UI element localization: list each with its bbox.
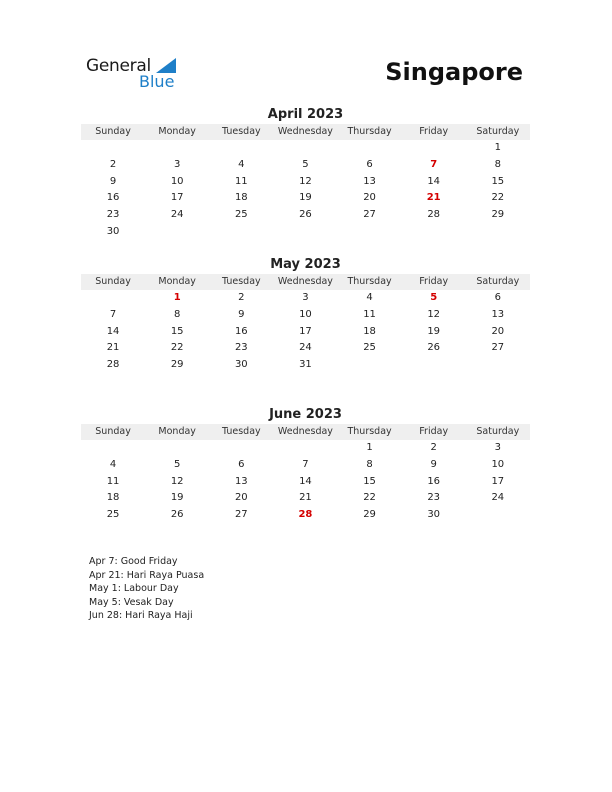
- day-cell: 2: [238, 292, 245, 303]
- day-cell: 8: [494, 158, 501, 170]
- weekday-label: Wednesday: [277, 126, 333, 137]
- day-cell: 18: [234, 192, 248, 204]
- day-cell: 9: [238, 308, 245, 320]
- day-cell: 23: [427, 492, 441, 504]
- day-cell: 14: [427, 175, 441, 187]
- day-cell: 19: [299, 192, 312, 204]
- weekday-label: Friday: [419, 426, 449, 437]
- day-cell: 24: [491, 492, 505, 504]
- day-cell: 24: [170, 209, 184, 221]
- weekday-label: Saturday: [476, 126, 520, 137]
- day-cell: 13: [363, 175, 376, 187]
- day-cell: 20: [363, 192, 376, 204]
- day-cell: 15: [363, 475, 376, 487]
- day-cell: 15: [170, 325, 184, 337]
- holiday-day-cell: 21: [426, 192, 441, 204]
- day-cell: 13: [234, 475, 248, 487]
- month-april: [81, 106, 530, 241]
- day-cell: 10: [491, 458, 505, 470]
- holiday-day-cell: 1: [173, 292, 181, 303]
- day-cell: 21: [106, 342, 120, 354]
- weekday-label: Saturday: [476, 276, 520, 287]
- day-cell: 3: [494, 442, 501, 453]
- empty-day-cell: [273, 140, 337, 157]
- day-cell: 3: [174, 158, 181, 170]
- weekday-label: Thursday: [347, 276, 392, 287]
- day-cell: 11: [106, 475, 120, 487]
- empty-day-cell: [402, 140, 466, 157]
- day-cell: 27: [491, 342, 505, 354]
- weekday-label: Sunday: [95, 426, 131, 437]
- day-cell: 24: [299, 342, 312, 354]
- logo: [86, 56, 196, 92]
- day-cell: 25: [234, 209, 248, 221]
- day-cell: 7: [109, 308, 117, 320]
- day-cell: 31: [299, 359, 312, 371]
- empty-day-cell: [81, 140, 145, 157]
- empty-day-cell: [145, 140, 209, 157]
- day-cell: 28: [106, 359, 120, 371]
- day-cell: 19: [427, 325, 441, 337]
- day-cell: 6: [494, 292, 501, 303]
- day-cell: 6: [238, 458, 245, 470]
- day-cell: 30: [234, 359, 248, 371]
- day-cell: 9: [109, 175, 117, 187]
- day-cell: 22: [363, 492, 376, 504]
- logo-blue-text: Blue: [139, 72, 175, 91]
- empty-day-cell: [273, 440, 337, 457]
- day-cell: 6: [366, 158, 373, 170]
- country-title: Singapore: [385, 58, 523, 86]
- day-cell: 23: [106, 209, 120, 221]
- weekday-label: Tuesday: [221, 426, 261, 437]
- day-cell: 10: [170, 175, 184, 187]
- day-cell: 14: [106, 325, 120, 337]
- weekday-label: Friday: [419, 126, 449, 137]
- day-cell: 12: [427, 308, 441, 320]
- month-title: May 2023: [270, 257, 341, 272]
- month-title: April 2023: [267, 107, 344, 122]
- day-grid: [81, 290, 530, 374]
- day-grid: [81, 440, 530, 524]
- holiday-item: Apr 7: Good Friday: [89, 556, 178, 567]
- weekday-label: Thursday: [347, 126, 392, 137]
- day-cell: 18: [363, 325, 376, 337]
- day-cell: 16: [106, 192, 120, 204]
- month-title: June 2023: [269, 407, 342, 422]
- weekday-label: Sunday: [95, 126, 131, 137]
- day-cell: 27: [363, 209, 376, 221]
- empty-day-cell: [209, 140, 273, 157]
- day-cell: 1: [494, 142, 501, 153]
- empty-day-cell: [145, 440, 209, 457]
- month-june: [81, 406, 530, 524]
- day-cell: 25: [106, 509, 120, 521]
- logo-triangle-icon: [156, 58, 176, 73]
- weekday-label: Tuesday: [221, 126, 261, 137]
- day-cell: 29: [491, 209, 505, 221]
- day-cell: 22: [170, 342, 184, 354]
- day-cell: 26: [170, 509, 184, 521]
- day-cell: 16: [427, 475, 441, 487]
- logo-general-text: General: [86, 56, 151, 76]
- day-cell: 16: [234, 325, 248, 337]
- month-may: [81, 256, 530, 374]
- day-cell: 8: [366, 458, 373, 470]
- day-cell: 28: [427, 209, 441, 221]
- day-cell: 5: [174, 458, 181, 470]
- day-cell: 17: [491, 475, 505, 487]
- day-cell: 26: [427, 342, 441, 354]
- day-cell: 1: [366, 442, 373, 453]
- day-cell: 26: [299, 209, 312, 221]
- weekday-label: Monday: [158, 276, 196, 287]
- weekday-label: Monday: [158, 426, 196, 437]
- day-cell: 19: [170, 492, 184, 504]
- day-cell: 2: [430, 442, 437, 453]
- day-cell: 12: [170, 475, 184, 487]
- day-cell: 29: [170, 359, 184, 371]
- weekday-label: Saturday: [476, 426, 520, 437]
- holiday-day-cell: 5: [430, 292, 438, 303]
- day-cell: 27: [234, 509, 248, 521]
- empty-day-cell: [81, 440, 145, 457]
- day-cell: 17: [170, 192, 184, 204]
- day-cell: 22: [491, 192, 505, 204]
- day-cell: 4: [238, 158, 245, 170]
- day-cell: 18: [106, 492, 120, 504]
- empty-day-cell: [338, 140, 402, 157]
- empty-day-cell: [81, 290, 145, 307]
- holiday-item: Apr 21: Hari Raya Puasa: [89, 569, 205, 581]
- weekday-label: Thursday: [347, 426, 392, 437]
- day-cell: 17: [299, 325, 312, 337]
- day-cell: 4: [109, 458, 117, 470]
- day-cell: 20: [491, 325, 505, 337]
- empty-day-cell: [209, 440, 273, 457]
- weekday-label: Friday: [419, 276, 449, 287]
- day-cell: 4: [366, 292, 373, 303]
- holiday-list: [89, 555, 204, 623]
- weekday-label: Wednesday: [277, 276, 333, 287]
- day-cell: 10: [299, 308, 312, 320]
- day-cell: 20: [234, 492, 248, 504]
- day-cell: 21: [299, 492, 312, 504]
- day-cell: 3: [302, 292, 309, 303]
- day-cell: 23: [234, 342, 248, 354]
- day-cell: 5: [302, 158, 309, 170]
- day-cell: 7: [302, 458, 309, 470]
- day-cell: 30: [427, 509, 441, 521]
- holiday-day-cell: 7: [430, 158, 438, 170]
- holiday-item: May 1: Labour Day: [89, 583, 179, 595]
- weekday-header: [81, 124, 530, 140]
- weekday-label: Wednesday: [277, 426, 333, 437]
- weekday-label: Tuesday: [221, 276, 261, 287]
- holiday-day-cell: 28: [298, 509, 313, 521]
- day-cell: 9: [430, 458, 437, 470]
- holiday-item: Jun 28: Hari Raya Haji: [89, 610, 193, 622]
- day-grid: [81, 140, 530, 241]
- day-cell: 11: [363, 308, 376, 320]
- holiday-item: May 5: Vesak Day: [89, 596, 174, 608]
- day-cell: 30: [106, 225, 120, 237]
- day-cell: 2: [109, 158, 117, 170]
- weekday-header: [81, 424, 530, 440]
- weekday-header: [81, 274, 530, 290]
- day-cell: 29: [363, 509, 376, 521]
- day-cell: 11: [234, 175, 248, 187]
- day-cell: 13: [491, 308, 505, 320]
- weekday-label: Sunday: [95, 276, 131, 287]
- day-cell: 8: [174, 308, 181, 320]
- day-cell: 25: [363, 342, 376, 354]
- weekday-label: Monday: [158, 126, 196, 137]
- day-cell: 14: [299, 475, 312, 487]
- day-cell: 12: [299, 175, 312, 187]
- day-cell: 15: [491, 175, 505, 187]
